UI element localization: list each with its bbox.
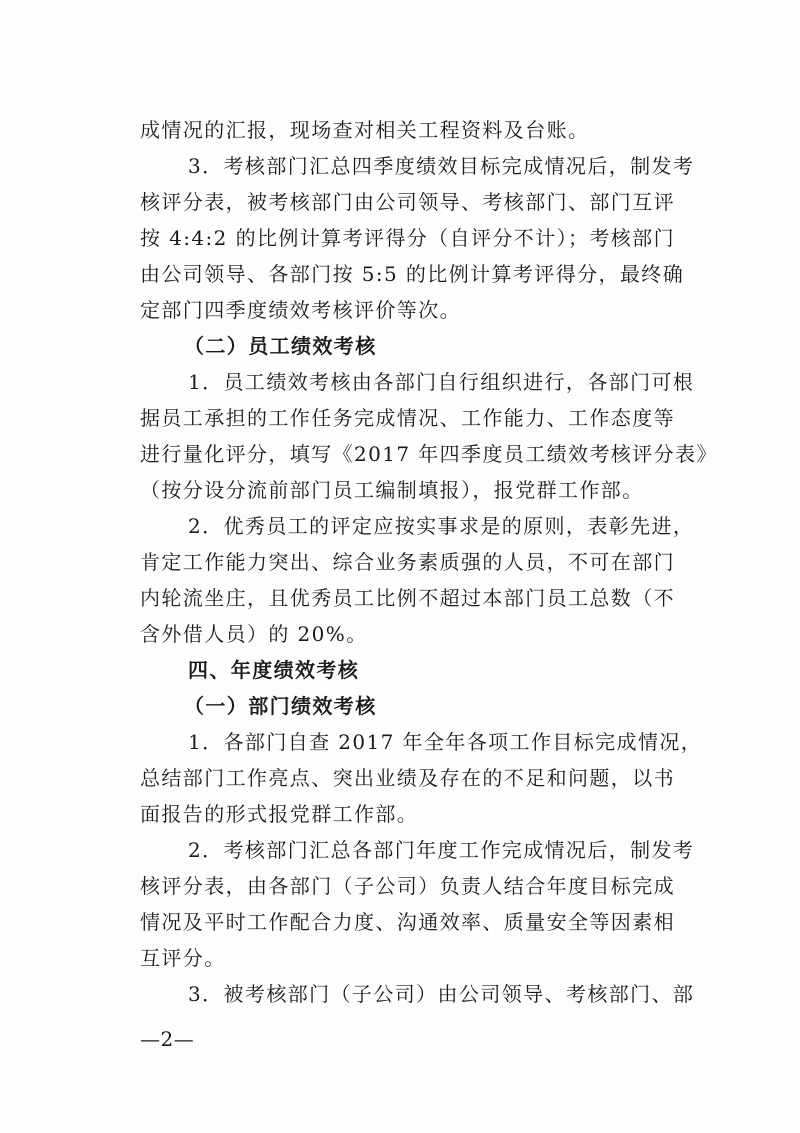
document-body	[140, 112, 718, 1012]
paragraph-line: 2．考核部门汇总各部门年度工作完成情况后，制发考	[188, 838, 695, 862]
page-number: —2—	[140, 1027, 195, 1051]
paragraph-line: 情况及平时工作配合力度、沟通效率、质量安全等因素相	[140, 910, 675, 934]
paragraph-line: 由公司领导、各部门按 5:5 的比例计算考评得分，最终确	[140, 262, 685, 286]
section-heading: （一）部门绩效考核	[184, 694, 377, 718]
paragraph-line: 互评分。	[140, 946, 226, 970]
paragraph-line: 总结部门工作亮点、突出业绩及存在的不足和问题，以书	[140, 766, 675, 790]
paragraph-line: 定部门四季度绩效考核评价等次。	[140, 298, 461, 322]
paragraph-line: 肯定工作能力突出、综合业务素质强的人员，不可在部门	[140, 550, 675, 574]
chapter-heading: 四、年度绩效考核	[188, 658, 360, 682]
paragraph-line: （按分设分流前部门员工编制填报），报党群工作部。	[140, 478, 644, 502]
paragraph-line: 3．被考核部门（子公司）由公司领导、考核部门、部	[188, 982, 695, 1006]
paragraph-line: 内轮流坐庄，且优秀员工比例不超过本部门员工总数（不	[140, 586, 675, 610]
paragraph-line: 核评分表，由各部门（子公司）负责人结合年度目标完成	[140, 874, 675, 898]
section-heading: （二）员工绩效考核	[184, 334, 377, 358]
paragraph-line: 进行量化评分，填写《2017 年四季度员工绩效考核评分表》	[140, 442, 718, 466]
paragraph-line: 3．考核部门汇总四季度绩效目标完成情况后，制发考	[188, 154, 695, 178]
paragraph-line: 据员工承担的工作任务完成情况、工作能力、工作态度等	[140, 406, 675, 430]
paragraph-line: 面报告的形式报党群工作部。	[140, 802, 419, 826]
paragraph-line: 按 4:4:2 的比例计算考评得分（自评分不计）；考核部门	[140, 226, 675, 250]
paragraph-line: 1．各部门自查 2017 年全年各项工作目标完成情况，	[188, 730, 703, 754]
paragraph-line: 1．员工绩效考核由各部门自行组织进行，各部门可根	[188, 370, 695, 394]
paragraph-line: 含外借人员）的 20%。	[140, 622, 368, 646]
paragraph-line: 核评分表，被考核部门由公司领导、考核部门、部门互评	[140, 190, 675, 214]
paragraph-line: 成情况的汇报，现场查对相关工程资料及台账。	[140, 118, 590, 142]
paragraph-line: 2．优秀员工的评定应按实事求是的原则，表彰先进，	[188, 514, 695, 538]
